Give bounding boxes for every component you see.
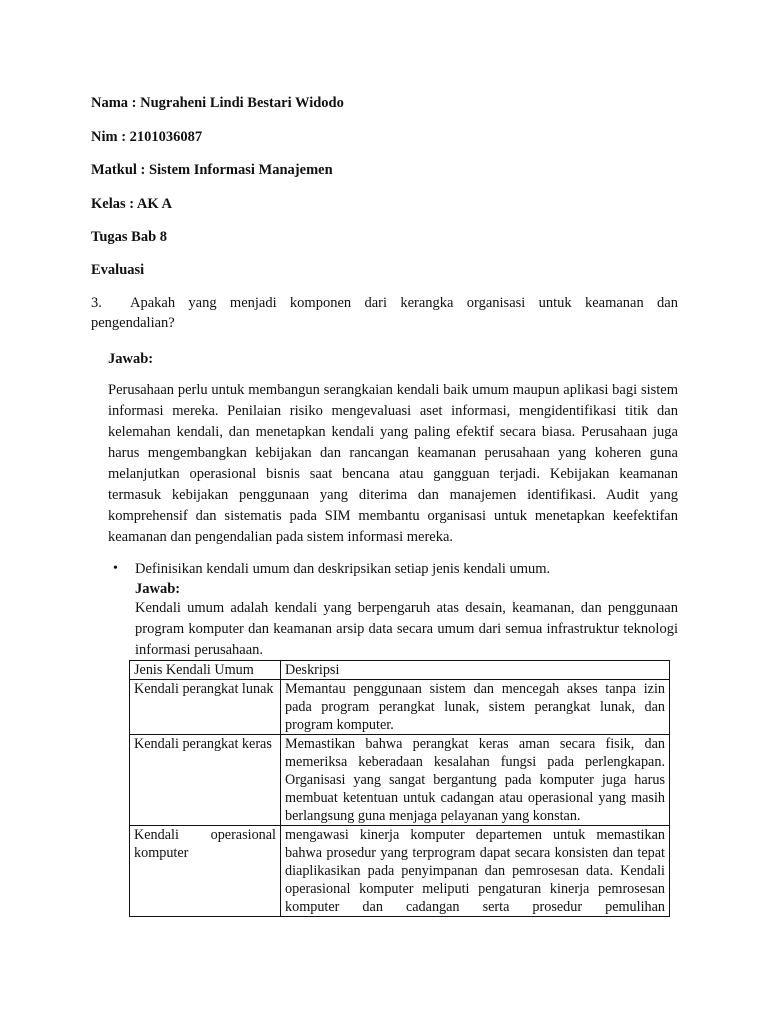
- table-cell-deskripsi: Memastikan bahwa perangkat keras aman secara fisik, dan memeriksa keberadaan kesalahan fungsi pada perlengkapan. Organisasi yang sangat bergantung pada komputer juga harus membuat ketentuan untuk cadangan atau operasional yang masih berlangsung guna menjaga pelayanan yang konstan.: [281, 735, 670, 826]
- answer-label: Jawab:: [108, 351, 154, 367]
- student-nim: Nim : 2101036087: [91, 129, 203, 145]
- student-name: Nama : Nugraheni Lindi Bestari Widodo: [91, 95, 344, 111]
- table-header-jenis: Jenis Kendali Umum: [130, 661, 281, 680]
- table-cell-jenis: Kendali perangkat lunak: [130, 680, 281, 735]
- question-3: [91, 293, 678, 333]
- table-cell-jenis: Kendali operasional komputer: [130, 826, 281, 917]
- table-cell-deskripsi: mengawasi kinerja komputer departemen untuk memastikan bahwa prosedur yang terprogram dapat secara konsisten dan tepat diaplikasikan pada penyimpanan dan pemrosesan data. Kendali operasional komputer meliputi pengaturan kinerja pemrosesan komputer dan cadangan serta prosedur pemulihan: [281, 826, 670, 917]
- bullet-question: Definisikan kendali umum dan deskripsikan setiap jenis kendali umum.: [135, 561, 551, 577]
- answer-paragraph: Perusahaan perlu untuk membangun serangkaian kendali baik umum maupun aplikasi bagi sistem informasi mereka. Penilaian risiko mengevaluasi aset informasi, mengidentifikasi titik dan kelemahan kendali, dan menetapkan kendali yang paling efektif secara biasa. Perusahaan juga harus mengembangkan kebijakan dan rancangan keamanan perusahaan yang koheren guna melanjutkan operasional bisnis saat bencana atau gangguan terjadi. Kebijakan keamanan termasuk kebijakan penggunaan yang diterima dan manajemen identifikasi. Audit yang komprehensif dan sistematis pada SIM membantu organisasi untuk menetapkan keefektifan keamanan dan pengendalian pada sistem informasi mereka.: [108, 382, 678, 545]
- table-cell-deskripsi: Memantau penggunaan sistem dan mencegah akses tanpa izin pada program perangkat lunak, sistem perangkat lunak, dan program komputer.: [281, 680, 670, 735]
- class-name: Kelas : AK A: [91, 196, 172, 212]
- control-types-table: [129, 660, 670, 917]
- table-cell-jenis: Kendali perangkat keras: [130, 735, 281, 826]
- question-text: Apakah yang menjadi komponen dari kerangka organisasi untuk keamanan dan pengendalian?: [91, 295, 678, 331]
- course-name: Matkul : Sistem Informasi Manajemen: [91, 162, 333, 178]
- bullet-answer-paragraph: Kendali umum adalah kendali yang berpengaruh atas desain, keamanan, dan penggunaan program komputer dan keamanan arsip data secara umum dari semua infrastruktur teknologi informasi perusahaan.: [135, 600, 678, 658]
- table-row: [130, 735, 670, 826]
- section-title: Evaluasi: [91, 262, 145, 278]
- bullet-icon: •: [113, 561, 118, 576]
- bullet-answer-label: Jawab:: [135, 581, 181, 597]
- question-number: 3.: [91, 295, 102, 311]
- table-row: [130, 826, 670, 917]
- table-header-deskripsi: Deskripsi: [281, 661, 670, 680]
- assignment-title: Tugas Bab 8: [91, 229, 168, 245]
- table-header-row: [130, 661, 670, 680]
- table-row: [130, 680, 670, 735]
